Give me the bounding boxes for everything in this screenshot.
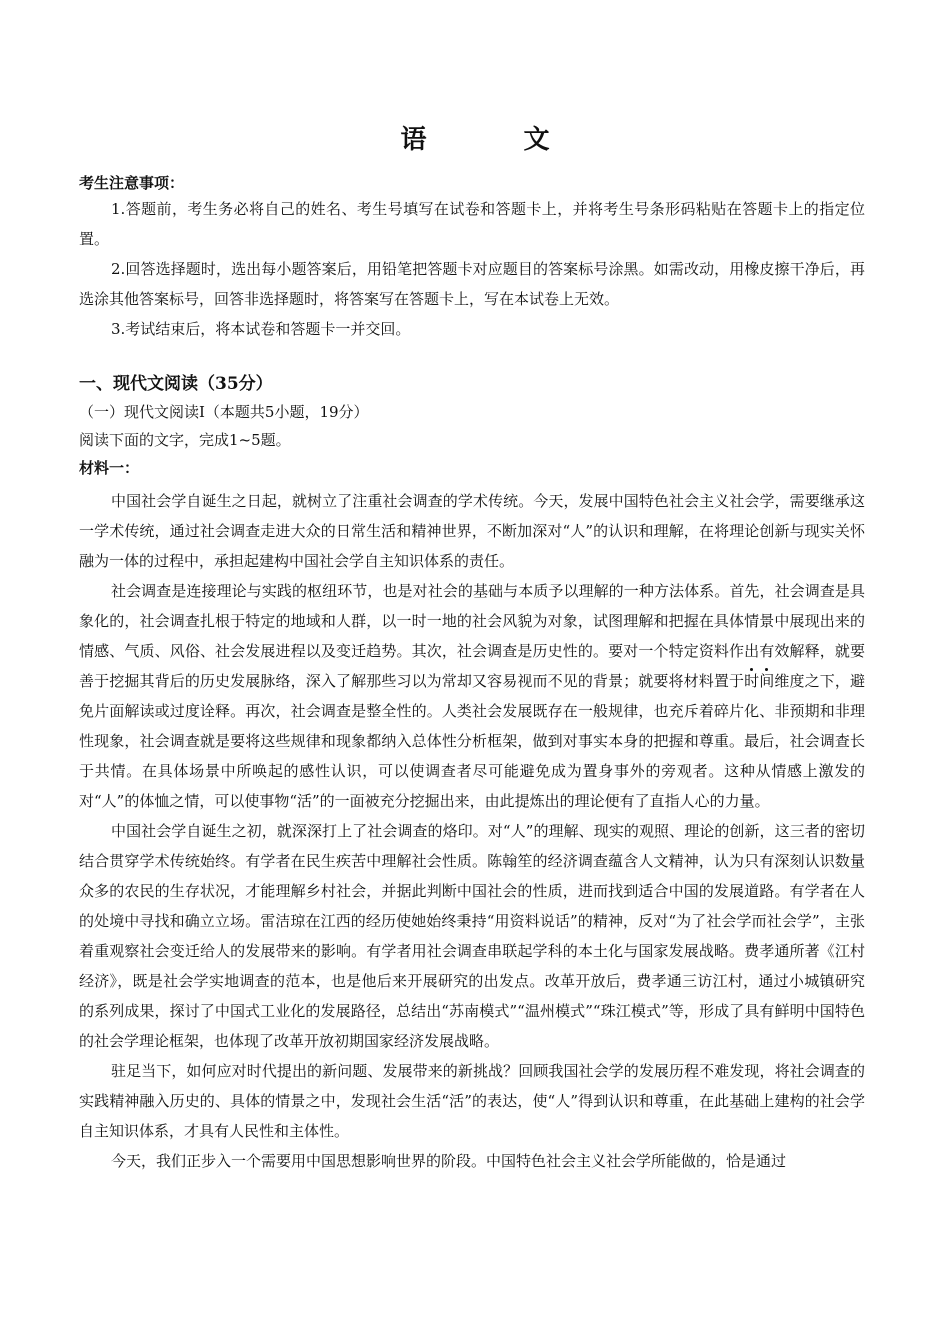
material-paragraph: 驻足当下，如何应对时代提出的新问题、发展带来的新挑战？回顾我国社会学的发展历程不难发现，将社会调查的实践精神融入历史的、具体的情景之中，发现社会生活“活”的表达，使“人”得到认识和尊重，在此基础上建构的社会学自主知识体系，才具有人民性和主体性。	[79, 1062, 865, 1140]
reading-section-header	[79, 370, 865, 482]
page-title: 语 文	[400, 125, 594, 155]
material-label: 材料一：	[79, 459, 140, 477]
section-heading: 一、现代文阅读（35分）	[79, 374, 273, 394]
emphasis-mark: 时	[744, 672, 760, 690]
section-instruction: 阅读下面的文字，完成1~5题。	[79, 431, 291, 449]
notice-item: 1.答题前，考生务必将自己的姓名、考生号填写在试卷和答题卡上，并将考生号条形码粘贴在答题卡上的指定位置。	[79, 200, 865, 248]
material-body	[79, 486, 865, 1176]
material-paragraph: 中国社会学自诞生之初，就深深打上了社会调查的烙印。对“人”的理解、现实的观照、理论的创新，这三者的密切结合贯穿学术传统始终。有学者在民生疾苦中理解社会性质。陈翰笙的经济调查蕴含人文精神，认为只有深刻认识数量众多的农民的生存状况，才能理解乡村社会，并据此判断中国社会的性质，进而找到适合中国的发展道路。有学者在人的处境中寻找和确立立场。雷洁琼在江西的经历使她始终秉持“用资料说话”的精神，反对“为了社会学而社会学”，主张着重观察社会变迁给人的发展带来的影响。有学者用社会调查串联起学科的本土化与国家发展战略。费孝通所著《江村经济》，既是社会学实地调查的范本，也是他后来开展研究的出发点。改革开放后，费孝通三访江村，通过小城镇研究的系列成果，探讨了中国式工业化的发展路径，总结出“苏南模式”“温州模式”“珠江模式”等，形成了具有鲜明中国特色的社会学理论框架，也体现了改革开放初期国家经济发展战略。	[79, 822, 865, 1050]
notice-item: 3.考试结束后，将本试卷和答题卡一并交回。	[111, 320, 411, 338]
material-paragraph	[79, 576, 865, 816]
exam-notice	[79, 172, 865, 344]
material-paragraph: 中国社会学自诞生之日起，就树立了注重社会调查的学术传统。今天，发展中国特色社会主义社会学，需要继承这一学术传统，通过社会调查走进大众的日常生活和精神世界，不断加深对“人”的认识和理解，在将理论创新与现实关怀融为一体的过程中，承担起建构中国社会学自主知识体系的责任。	[79, 492, 865, 570]
notice-item: 2.回答选择题时，选出每小题答案后，用铅笔把答题卡对应题目的答案标号涂黑。如需改动，用橡皮擦干净后，再选涂其他答案标号，回答非选择题时，将答案写在答题卡上，写在本试卷上无效。	[79, 260, 865, 308]
emphasis-mark: 间	[759, 672, 775, 690]
material-paragraph: 今天，我们正步入一个需要用中国思想影响世界的阶段。中国特色社会主义社会学所能做的，恰是通过	[111, 1152, 787, 1170]
paragraph-text: 维度之下，避免片面解读或过度诠释。再次，社会调查是整全性的。人类社会发展既存在一般规律，也充斥着碎片化、非预期和非理性现象，社会调查就是要将这些规律和现象都纳入总体性分析框架，做到对事实本身的把握和尊重。最后，社会调查长于共情。在具体场景中所唤起的感性认识，可以使调查者尽可能避免成为置身事外的旁观者。这种从情感上激发的对“人”的体恤之情，可以使事物“活”的一面被充分挖掘出来，由此提炼出的理论便有了直指人心的力量。	[79, 672, 865, 810]
notice-heading: 考生注意事项：	[79, 174, 185, 192]
paragraph-text: 社会调查是连接理论与实践的枢纽环节，也是对社会的基础与本质予以理解的一种方法体系。首先，社会调查是具象化的，社会调查扎根于特定的地域和人群，以一时一地的社会风貌为对象，试图理解和把握在具体情景中展现出来的情感、气质、风俗、社会发展进程以及变迁趋势。其次，社会调查是历史性的。要对一个特定资料作出有效解释，就要善于挖掘其背后的历史发展脉络，深入了解那些习以为常却又容易视而不见的背景；就要将材料置于	[79, 582, 865, 690]
section-subheading: （一）现代文阅读Ⅰ（本题共5小题，19分）	[79, 403, 369, 421]
